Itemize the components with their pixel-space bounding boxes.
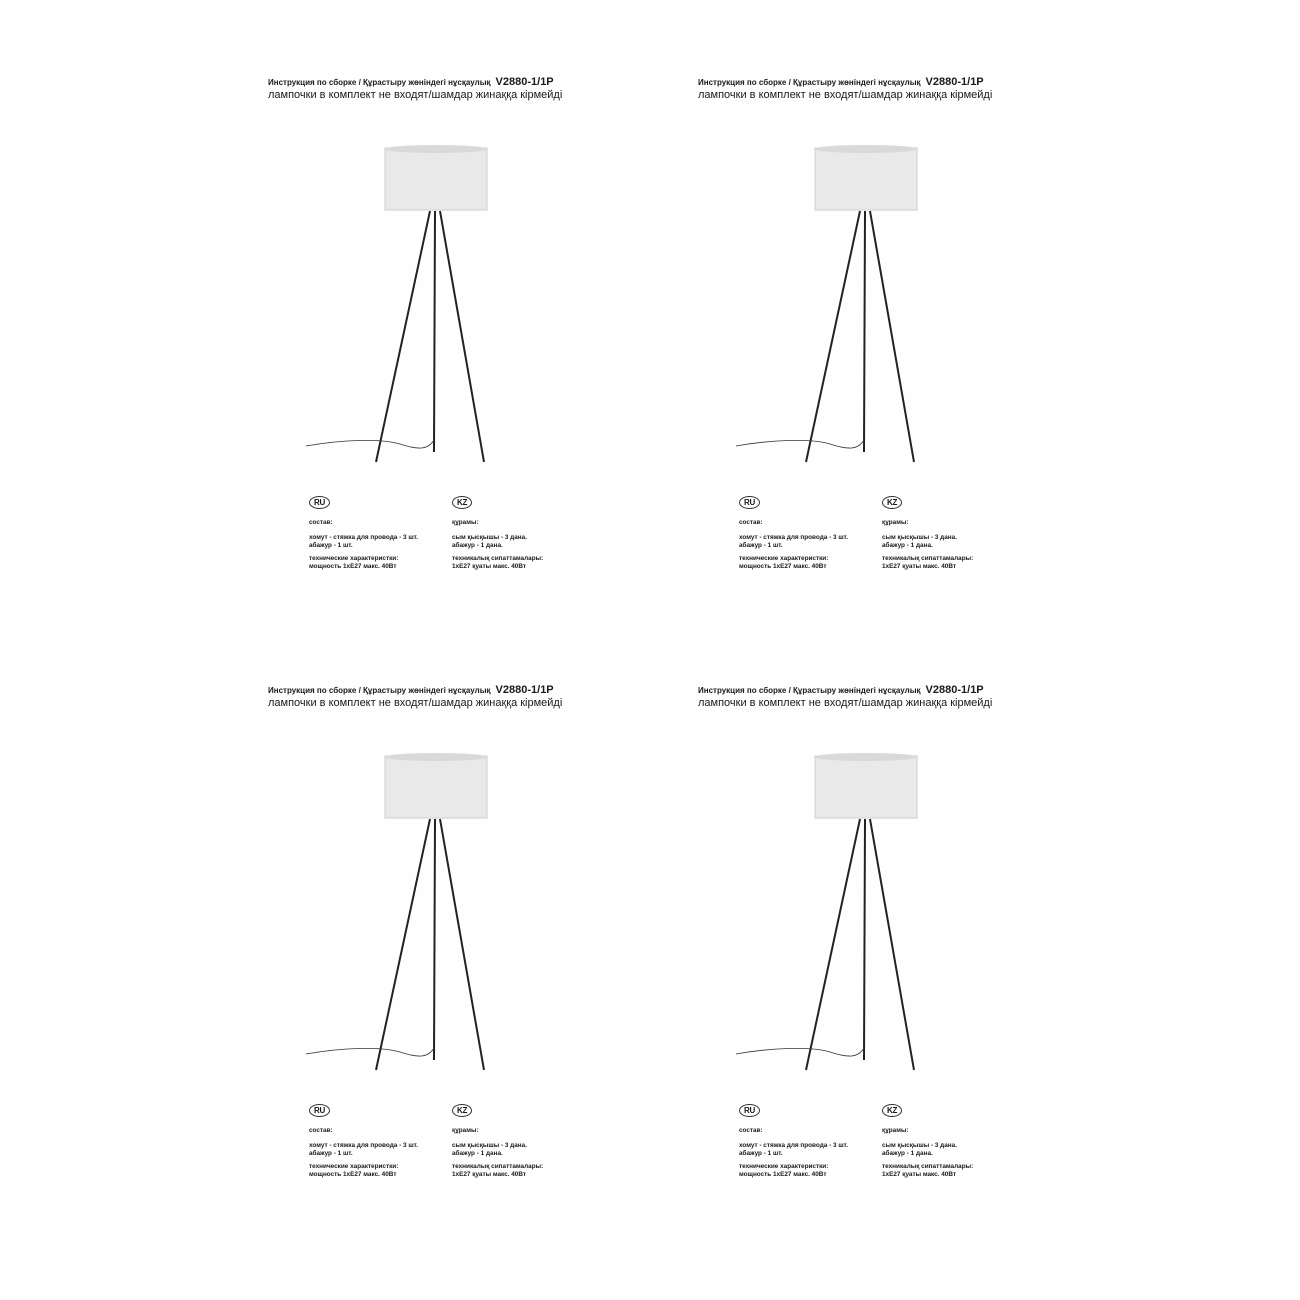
lamp-leg-right xyxy=(440,819,484,1070)
ru-column xyxy=(739,1100,889,1179)
lamp-leg-right xyxy=(870,211,914,462)
kz-item-2: абажур - 1 дана. xyxy=(452,1150,503,1157)
ru-item-1: хомут - стяжка для провода - 3 шт. xyxy=(309,534,419,541)
kz-item-2: абажур - 1 дана. xyxy=(882,1150,933,1157)
lamp-leg-left xyxy=(376,819,430,1070)
lamp-leg-right xyxy=(440,211,484,462)
ru-badge: RU xyxy=(309,496,330,509)
kz-item-1: сым қысқышы - 3 дана. xyxy=(452,534,527,541)
ru-item-2: абажур - 1 шт. xyxy=(309,542,353,549)
lamp-leg-right xyxy=(870,819,914,1070)
ru-item-2: абажур - 1 шт. xyxy=(309,1150,353,1157)
panel-header xyxy=(268,684,648,709)
ru-specs-value: мощность 1хЕ27 макс. 40Вт xyxy=(739,563,827,570)
lampshade xyxy=(385,148,487,210)
kz-item-1: сым қысқышы - 3 дана. xyxy=(452,1142,527,1149)
ru-specs-value: мощность 1хЕ27 макс. 40Вт xyxy=(739,1171,827,1178)
ru-composition-title: состав: xyxy=(739,1127,763,1134)
ru-badge: RU xyxy=(739,496,760,509)
ru-specs-value: мощность 1хЕ27 макс. 40Вт xyxy=(309,563,397,570)
ru-item-2: абажур - 1 шт. xyxy=(739,1150,783,1157)
model-number: V2880-1/1P xyxy=(495,76,554,88)
kz-specs-value: 1хЕ27 қуаты макс. 40Вт xyxy=(452,563,527,570)
instruction-panel-bottom-left xyxy=(222,650,642,1250)
ru-column xyxy=(309,492,459,571)
model-number: V2880-1/1P xyxy=(495,684,554,696)
kz-badge: KZ xyxy=(882,496,902,509)
kz-specs-value: 1хЕ27 қуаты макс. 40Вт xyxy=(882,563,957,570)
kz-specs-title: техникалық сипаттамалары: xyxy=(882,555,974,562)
kz-specs-title: техникалық сипаттамалары: xyxy=(882,1163,974,1170)
ru-specs-title: технические характеристки: xyxy=(309,1163,399,1170)
kz-badge: KZ xyxy=(452,496,472,509)
ru-composition-title: состав: xyxy=(309,1127,333,1134)
lampshade-top xyxy=(385,753,487,761)
model-number: V2880-1/1P xyxy=(925,684,984,696)
bulbs-note: лампочки в комплект не входят/шамдар жинаққа кірмейді xyxy=(268,697,563,709)
bulbs-note: лампочки в комплект не входят/шамдар жинаққа кірмейді xyxy=(698,89,993,101)
instruction-title: Инструкция по сборке / Құрастыру жөніндегі нұсқаулық xyxy=(268,78,491,87)
kz-column xyxy=(452,492,602,571)
kz-composition-title: құрамы: xyxy=(882,519,909,526)
ru-column xyxy=(739,492,889,571)
ru-composition-title: состав: xyxy=(739,519,763,526)
model-number: V2880-1/1P xyxy=(925,76,984,88)
ru-item-2: абажур - 1 шт. xyxy=(739,542,783,549)
floor-lamp-illustration xyxy=(300,748,490,1078)
power-cord xyxy=(306,1048,434,1056)
instruction-title: Инструкция по сборке / Құрастыру жөніндегі нұсқаулық xyxy=(698,686,921,695)
kz-item-2: абажур - 1 дана. xyxy=(882,542,933,549)
kz-specs-value: 1хЕ27 қуаты макс. 40Вт xyxy=(882,1171,957,1178)
ru-specs-title: технические характеристки: xyxy=(739,555,829,562)
kz-item-1: сым қысқышы - 3 дана. xyxy=(882,1142,957,1149)
ru-column xyxy=(309,1100,459,1179)
ru-specs-title: технические характеристки: xyxy=(739,1163,829,1170)
ru-specs-title: технические характеристки: xyxy=(309,555,399,562)
power-cord xyxy=(736,1048,864,1056)
bulbs-note: лампочки в комплект не входят/шамдар жинаққа кірмейді xyxy=(698,697,993,709)
kz-column xyxy=(452,1100,602,1179)
floor-lamp-illustration xyxy=(300,140,490,470)
ru-badge: RU xyxy=(739,1104,760,1117)
lamp-leg-left xyxy=(806,211,860,462)
lampshade xyxy=(815,148,917,210)
ru-item-1: хомут - стяжка для провода - 3 шт. xyxy=(309,1142,419,1149)
kz-composition-title: құрамы: xyxy=(452,519,479,526)
ru-item-1: хомут - стяжка для провода - 3 шт. xyxy=(739,534,849,541)
lampshade xyxy=(815,756,917,818)
ru-item-1: хомут - стяжка для провода - 3 шт. xyxy=(739,1142,849,1149)
kz-composition-title: құрамы: xyxy=(452,1127,479,1134)
kz-specs-value: 1хЕ27 қуаты макс. 40Вт xyxy=(452,1171,527,1178)
kz-composition-title: құрамы: xyxy=(882,1127,909,1134)
lamp-leg-left xyxy=(806,819,860,1070)
panel-header xyxy=(268,76,648,101)
power-cord xyxy=(306,440,434,448)
bulbs-note: лампочки в комплект не входят/шамдар жинаққа кірмейді xyxy=(268,89,563,101)
kz-item-2: абажур - 1 дана. xyxy=(452,542,503,549)
kz-column xyxy=(882,492,1032,571)
panel-header xyxy=(698,76,1078,101)
lampshade-top xyxy=(815,753,917,761)
power-cord xyxy=(736,440,864,448)
panel-header xyxy=(698,684,1078,709)
kz-specs-title: техникалық сипаттамалары: xyxy=(452,555,544,562)
instruction-panel-top-left xyxy=(222,42,642,642)
floor-lamp-illustration xyxy=(730,140,920,470)
lampshade xyxy=(385,756,487,818)
kz-specs-title: техникалық сипаттамалары: xyxy=(452,1163,544,1170)
lamp-leg-center xyxy=(864,819,865,1060)
instruction-panel-bottom-right xyxy=(652,650,1072,1250)
lamp-leg-center xyxy=(434,819,435,1060)
kz-item-1: сым қысқышы - 3 дана. xyxy=(882,534,957,541)
kz-badge: KZ xyxy=(882,1104,902,1117)
floor-lamp-illustration xyxy=(730,748,920,1078)
lamp-leg-left xyxy=(376,211,430,462)
lamp-leg-center xyxy=(434,211,435,452)
ru-badge: RU xyxy=(309,1104,330,1117)
kz-badge: KZ xyxy=(452,1104,472,1117)
ru-composition-title: состав: xyxy=(309,519,333,526)
instruction-panel-top-right xyxy=(652,42,1072,642)
kz-column xyxy=(882,1100,1032,1179)
ru-specs-value: мощность 1хЕ27 макс. 40Вт xyxy=(309,1171,397,1178)
lampshade-top xyxy=(385,145,487,153)
instruction-title: Инструкция по сборке / Құрастыру жөніндегі нұсқаулық xyxy=(268,686,491,695)
lampshade-top xyxy=(815,145,917,153)
instruction-title: Инструкция по сборке / Құрастыру жөніндегі нұсқаулық xyxy=(698,78,921,87)
lamp-leg-center xyxy=(864,211,865,452)
